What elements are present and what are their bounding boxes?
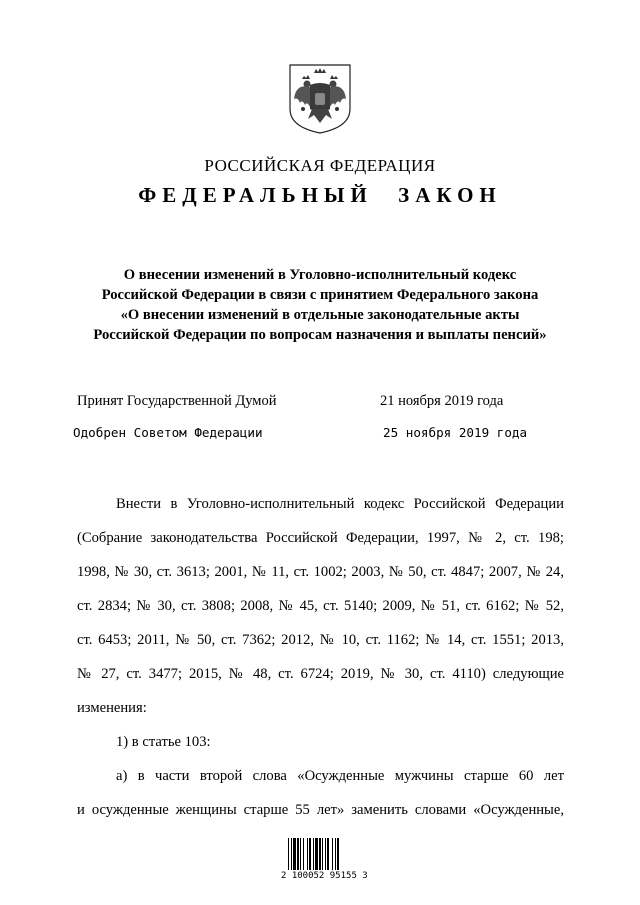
country-name: РОССИЙСКАЯ ФЕДЕРАЦИЯ [204,156,436,175]
body-line: а) в части второй слова «Осужденные мужчины старше 60 лет [116,768,564,784]
body-line: изменения: [77,700,147,716]
coat-of-arms-emblem [288,63,352,135]
law-subject-line: Российской Федерации в связи с принятием Федерального закона [101,287,539,303]
law-type-heading: ФЕДЕРАЛЬНЫЙ ЗАКОН [138,183,502,207]
law-subject-title [40,265,600,345]
body-line: (Собрание законодательства Российской Федерации, 1997, № 2, ст. 198; [77,530,564,546]
duma-adoption-label: Принят Государственной Думой [77,393,277,409]
duma-adoption-date: 21 ноября 2019 года [380,393,504,409]
council-approval-label: Одобрен Советом Федерации [73,425,263,440]
body-line: 1) в статье 103: [116,734,211,750]
body-line: ст. 6453; 2011, № 50, ст. 7362; 2012, № 10, ст. 1162; № 14, ст. 1551; 2013, [77,632,564,648]
law-body-text [77,487,564,827]
body-line: ст. 2834; № 30, ст. 3808; 2008, № 45, ст. 5140; 2009, № 51, ст. 6162; № 52, [77,598,564,614]
law-subject-line: О внесении изменений в Уголовно-исполнительный кодекс [123,267,517,283]
law-subject-line: Российской Федерации по вопросам назначения и выплаты пенсий» [93,327,547,343]
barcode-number: 2 100052 95155 3 [281,871,368,881]
body-line: 1998, № 30, ст. 3613; 2001, № 11, ст. 1002; 2003, № 50, ст. 4847; 2007, № 24, [77,564,564,580]
council-approval-date: 25 ноября 2019 года [383,425,528,440]
law-subject-line: «О внесении изменений в отдельные законодательные акты [120,307,520,323]
body-line: и осужденные женщины старше 55 лет» заменить словами «Осужденные, [77,802,564,818]
body-line: № 27, ст. 3477; 2015, № 48, ст. 6724; 2019, № 30, ст. 4110) следующие [77,666,564,682]
body-line: Внести в Уголовно-исполнительный кодекс Российской Федерации [116,496,564,512]
